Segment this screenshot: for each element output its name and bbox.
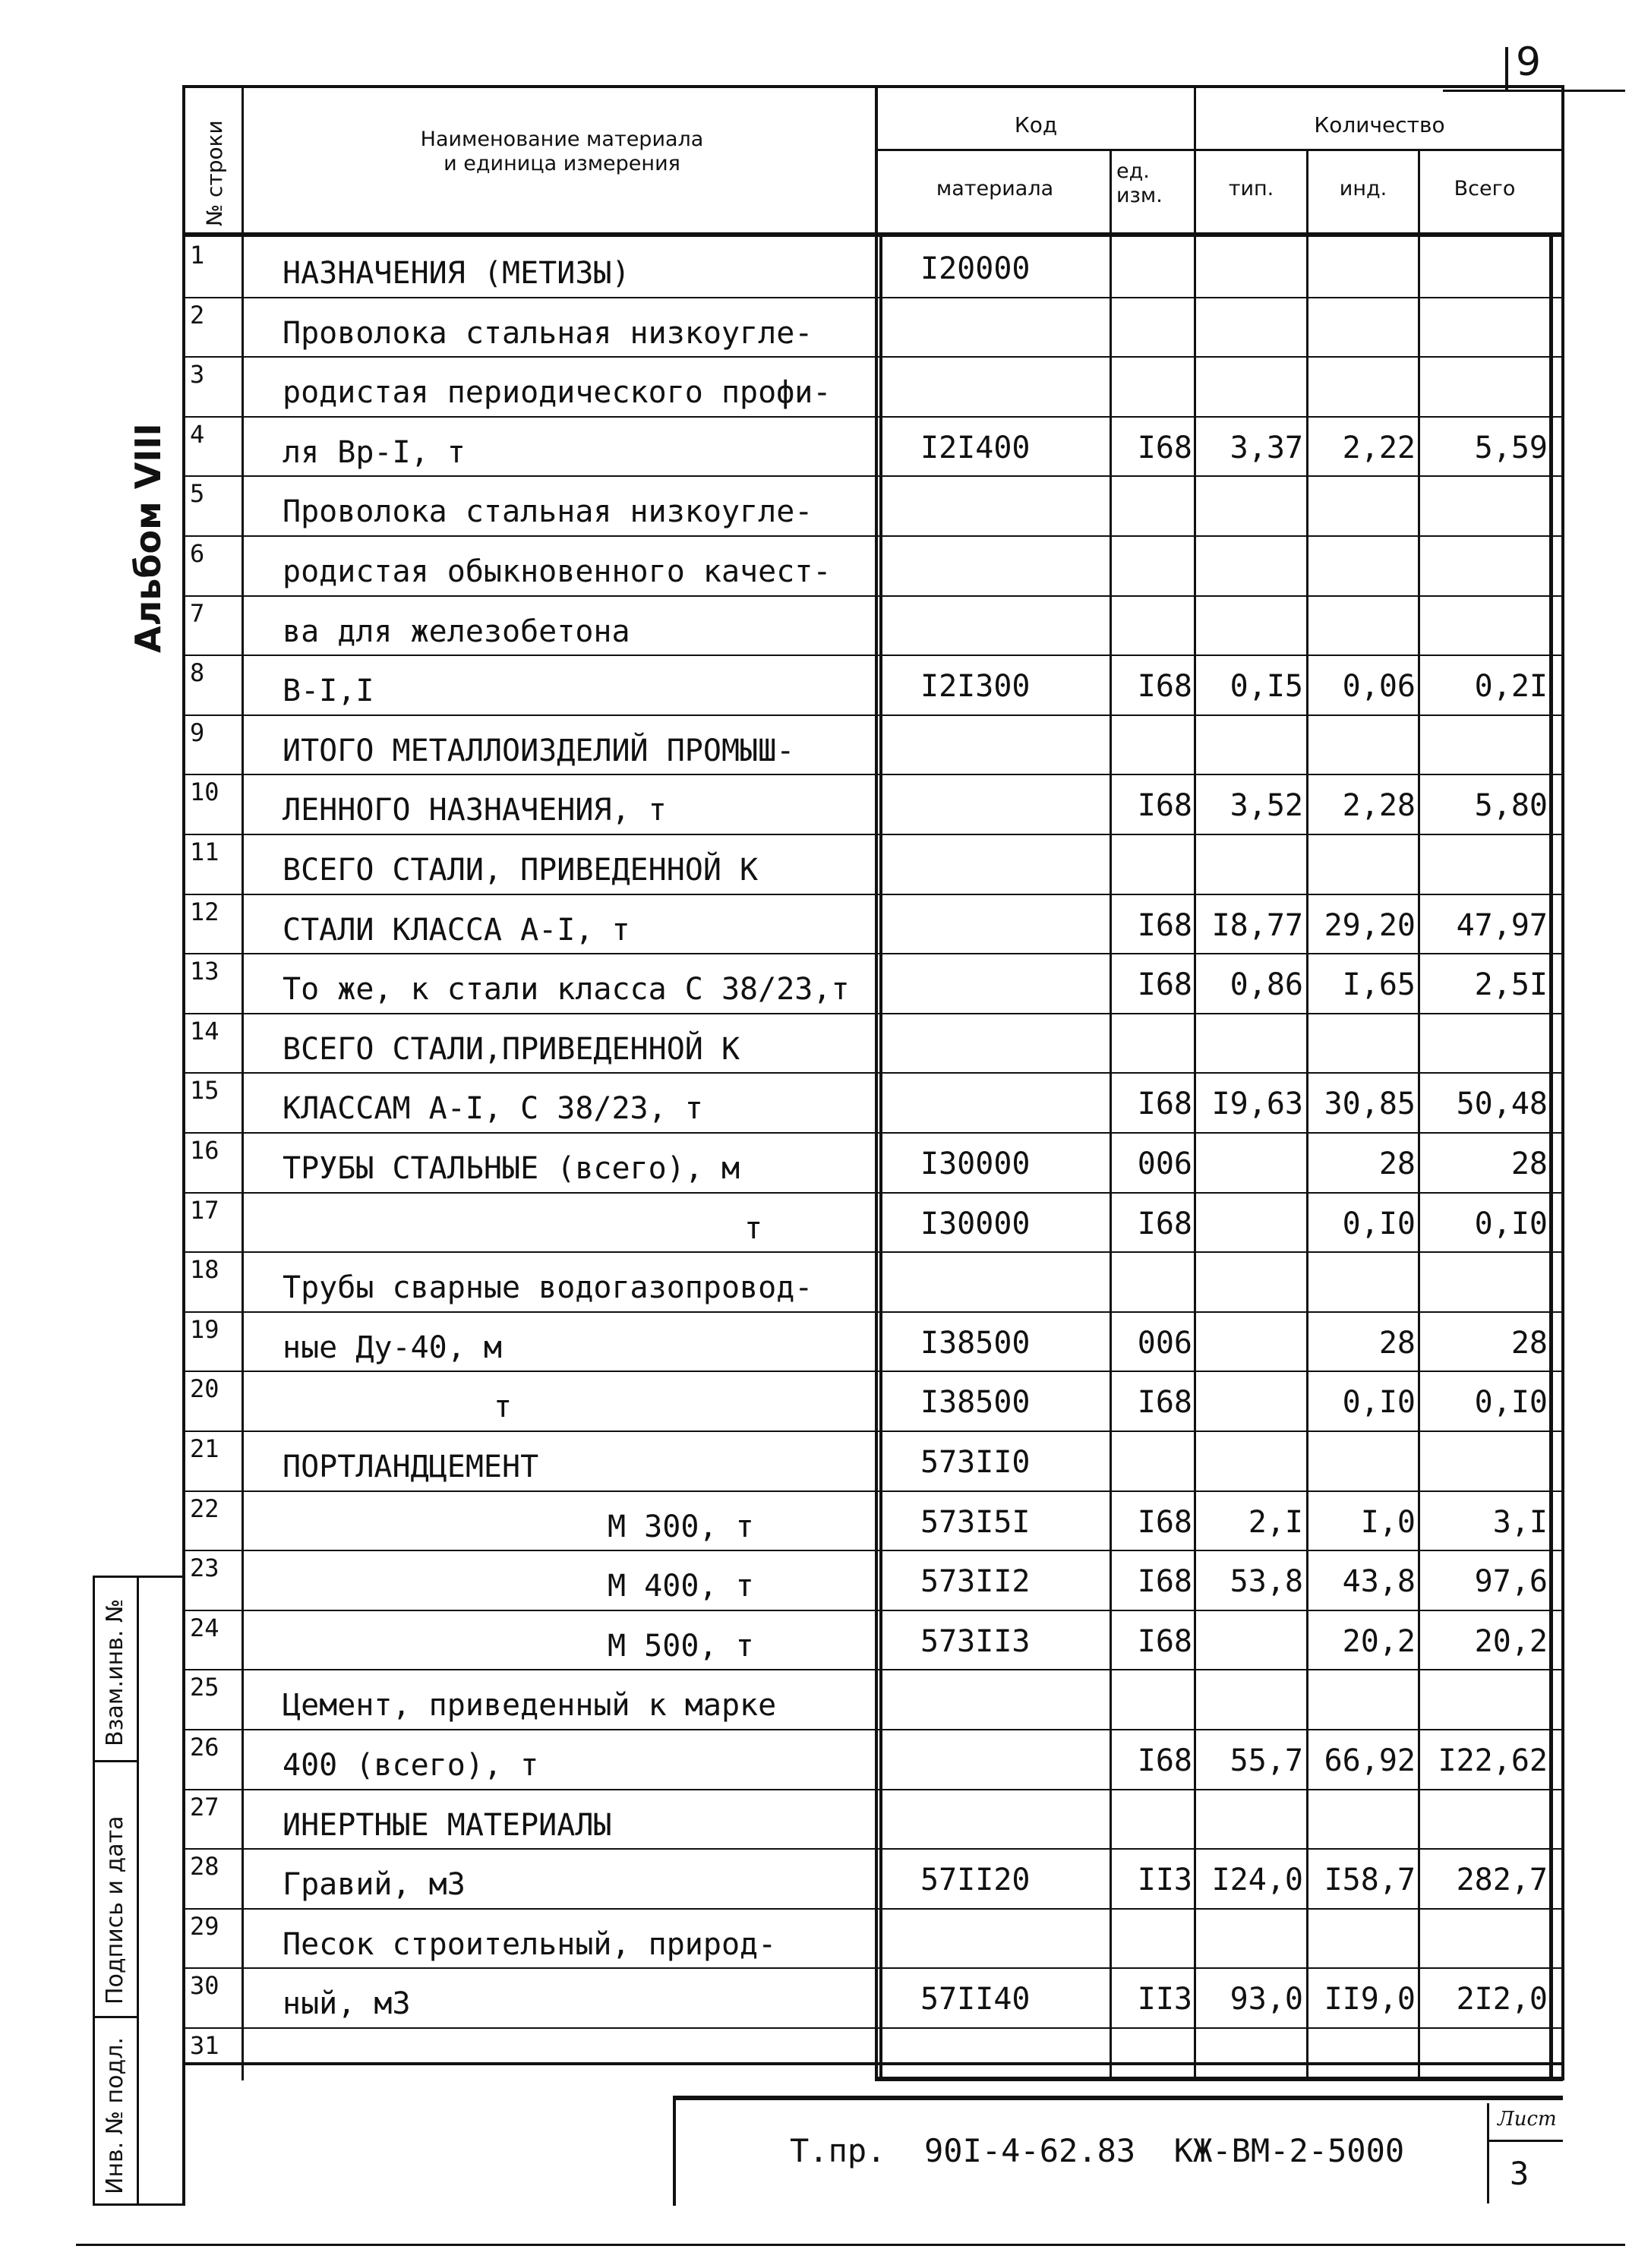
cell-unit: 006: [1137, 1147, 1192, 1181]
row-number: 27: [190, 1793, 219, 1822]
row-number: 15: [190, 1076, 219, 1105]
row-number: 1: [190, 241, 205, 270]
cell-typ: 53,8: [1230, 1564, 1303, 1599]
cell-typ: 3,52: [1230, 788, 1303, 823]
material-name: ва для железобетона: [283, 614, 630, 649]
material-name: ПОРТЛАНДЦЕМЕНТ: [283, 1449, 539, 1484]
stamp-signature-date: Подпись и дата: [102, 1815, 128, 2005]
material-name: То же, к стали класса С 38/23,т: [283, 972, 850, 1007]
material-name: М 400, т: [608, 1569, 754, 1604]
cell-total: 2,5I: [1474, 967, 1548, 1002]
page-number-underline: [1443, 90, 1625, 92]
cell-total: 2I2,0: [1456, 1982, 1548, 2017]
row-number: 28: [190, 1852, 219, 1881]
cell-unit: I68: [1137, 1087, 1192, 1121]
row-number: 26: [190, 1733, 219, 1762]
row-number: 13: [190, 957, 219, 986]
material-name: Проволока стальная низкоугле-: [283, 494, 813, 529]
cell-ind: 20,2: [1342, 1624, 1416, 1659]
cell-ind: 2,28: [1342, 788, 1416, 823]
stamp-replacement-inv: Взам.инв. №: [102, 1598, 128, 1746]
cell-unit: I68: [1137, 967, 1192, 1002]
cell-code: I30000: [920, 1207, 1031, 1241]
material-name: ВСЕГО СТАЛИ, ПРИВЕДЕННОЙ К: [283, 853, 759, 888]
material-name: ИНЕРТНЫЕ МАТЕРИАЛЫ: [283, 1808, 612, 1843]
cell-typ: 0,86: [1230, 967, 1303, 1002]
cell-unit: I68: [1137, 1564, 1192, 1599]
material-name: НАЗНАЧЕНИЯ (МЕТИЗЫ): [283, 256, 630, 291]
row-number: 31: [190, 2031, 219, 2060]
cell-unit: I68: [1137, 908, 1192, 943]
cell-ind: 43,8: [1342, 1564, 1416, 1599]
cell-ind: 29,20: [1324, 908, 1416, 943]
material-name: М 300, т: [608, 1509, 754, 1544]
material-name: ВСЕГО СТАЛИ,ПРИВЕДЕННОЙ К: [283, 1032, 740, 1067]
cell-ind: 0,I0: [1342, 1207, 1416, 1241]
cell-ind: 28: [1378, 1326, 1416, 1361]
material-name: М 500, т: [608, 1629, 754, 1664]
cell-ind: 30,85: [1324, 1087, 1416, 1121]
cell-total: 282,7: [1456, 1863, 1548, 1897]
cell-code: I20000: [920, 251, 1031, 286]
cell-ind: I,65: [1342, 967, 1416, 1002]
cell-unit: I68: [1137, 788, 1192, 823]
cell-ind: II9,0: [1324, 1982, 1416, 2017]
cell-total: 28: [1510, 1147, 1548, 1181]
row-number: 10: [190, 778, 219, 806]
page-number: 9: [1516, 39, 1542, 85]
cell-typ: 2,I: [1248, 1505, 1303, 1540]
cell-unit: I68: [1137, 1624, 1192, 1659]
material-name: ТРУБЫ СТАЛЬНЫЕ (всего), м: [283, 1151, 740, 1186]
cell-unit: I68: [1137, 1505, 1192, 1540]
material-name: ИТОГО МЕТАЛЛОИЗДЕЛИЙ ПРОМЫШ-: [283, 733, 795, 768]
cell-ind: I,0: [1360, 1505, 1416, 1540]
cell-code: 573II2: [920, 1564, 1031, 1599]
cell-unit: I68: [1137, 1385, 1192, 1420]
cell-code: 57II40: [920, 1982, 1031, 2017]
row-number: 8: [190, 658, 205, 687]
material-name: Трубы сварные водогазопровод-: [283, 1270, 813, 1305]
row-number: 20: [190, 1374, 219, 1403]
row-number: 3: [190, 360, 205, 389]
cell-code: I2I400: [920, 431, 1031, 465]
material-name: т: [494, 1390, 513, 1424]
cell-unit: I68: [1137, 1207, 1192, 1241]
page-number-tick: [1505, 47, 1508, 90]
header-qty-total: Всего: [1454, 177, 1516, 200]
cell-ind: 0,06: [1342, 669, 1416, 704]
row-number: 25: [190, 1673, 219, 1702]
row-number: 9: [190, 718, 205, 747]
material-name: КЛАССАМ А-I, С 38/23, т: [283, 1091, 703, 1126]
row-number: 4: [190, 420, 205, 449]
cell-ind: 0,I0: [1342, 1385, 1416, 1420]
material-name: В-I,I: [283, 673, 374, 708]
cell-ind: 28: [1378, 1147, 1416, 1181]
row-number: 14: [190, 1017, 219, 1046]
header-quantity: Количество: [1314, 112, 1445, 137]
header-name: Наименование материала и единица измерения: [420, 128, 704, 176]
row-number: 24: [190, 1613, 219, 1642]
header-qty-ind: инд.: [1339, 177, 1387, 200]
row-number: 17: [190, 1196, 219, 1225]
album-label: Альбом VIII: [128, 423, 169, 653]
header-row-no: № строки: [202, 120, 227, 226]
material-name: ЛЕННОГО НАЗНАЧЕНИЯ, т: [283, 793, 667, 828]
cell-unit: II3: [1137, 1982, 1192, 2017]
cell-total: 0,2I: [1474, 669, 1548, 704]
header-qty-typ: тип.: [1228, 177, 1274, 200]
cell-unit: I68: [1137, 1743, 1192, 1778]
material-name: родистая периодического профи-: [283, 375, 832, 410]
cell-typ: 55,7: [1230, 1743, 1303, 1778]
material-name: т: [744, 1211, 763, 1246]
material-name: ный, м3: [283, 1986, 411, 2021]
row-number: 16: [190, 1136, 219, 1165]
cell-code: I2I300: [920, 669, 1031, 704]
cell-total: 5,59: [1474, 431, 1548, 465]
cell-unit: 006: [1137, 1326, 1192, 1361]
cell-code: 573II0: [920, 1445, 1031, 1480]
cell-code: 57II20: [920, 1863, 1031, 1897]
row-number: 21: [190, 1434, 219, 1463]
row-number: 2: [190, 301, 205, 330]
cell-typ: I9,63: [1211, 1087, 1303, 1121]
cell-total: 20,2: [1474, 1624, 1548, 1659]
material-name: 400 (всего), т: [283, 1748, 539, 1783]
cell-code: 573II3: [920, 1624, 1031, 1659]
cell-total: 0,I0: [1474, 1207, 1548, 1241]
header-code-material: материала: [936, 177, 1054, 200]
material-name: СТАЛИ КЛАССА А-I, т: [283, 913, 630, 948]
cell-typ: I24,0: [1211, 1863, 1303, 1897]
row-number: 5: [190, 479, 205, 508]
row-number: 12: [190, 897, 219, 926]
cell-code: I38500: [920, 1326, 1031, 1361]
cell-ind: I58,7: [1324, 1863, 1416, 1897]
material-name: Песок строительный, природ-: [283, 1927, 777, 1962]
cell-total: 5,80: [1474, 788, 1548, 823]
cell-unit: I68: [1137, 669, 1192, 704]
cell-total: I22,62: [1438, 1743, 1548, 1778]
row-number: 29: [190, 1912, 219, 1941]
row-number: 30: [190, 1971, 219, 2000]
cell-code: I38500: [920, 1385, 1031, 1420]
row-number: 7: [190, 599, 205, 628]
cell-code: 573I5I: [920, 1505, 1031, 1540]
cell-typ: I8,77: [1211, 908, 1303, 943]
cell-total: 47,97: [1456, 908, 1548, 943]
document-code: Т.пр. 90I-4-62.83 КЖ-ВМ-2-5000: [790, 2132, 1405, 2169]
cell-total: 97,6: [1474, 1564, 1548, 1599]
header-code-unit: ед. изм.: [1116, 159, 1163, 208]
cell-total: 0,I0: [1474, 1385, 1548, 1420]
cell-typ: 93,0: [1230, 1982, 1303, 2017]
sheet-label: Лист: [1498, 2108, 1557, 2131]
material-name: Проволока стальная низкоугле-: [283, 316, 813, 351]
header-code: Код: [1014, 112, 1058, 137]
cell-total: 3,I: [1492, 1505, 1548, 1540]
cell-total: 28: [1510, 1326, 1548, 1361]
row-number: 23: [190, 1554, 219, 1582]
stamp-original-inv: Инв. № подл.: [102, 2037, 128, 2194]
material-name: ля Вр-I, т: [283, 435, 466, 470]
material-name: Цемент, приведенный к марке: [283, 1688, 777, 1723]
row-number: 19: [190, 1315, 219, 1344]
material-name: ные Ду-40, м: [283, 1330, 502, 1365]
cell-typ: 0,I5: [1230, 669, 1303, 704]
cell-code: I30000: [920, 1147, 1031, 1181]
row-number: 22: [190, 1494, 219, 1523]
cell-total: 50,48: [1456, 1087, 1548, 1121]
material-name: родистая обыкновенного качест-: [283, 554, 832, 589]
row-number: 6: [190, 539, 205, 568]
bottom-rule: [76, 2244, 1625, 2246]
cell-typ: 3,37: [1230, 431, 1303, 465]
material-name: Гравий, м3: [283, 1867, 466, 1902]
sheet-number: 3: [1510, 2155, 1529, 2192]
cell-unit: II3: [1137, 1863, 1192, 1897]
cell-ind: 66,92: [1324, 1743, 1416, 1778]
col-line-code: [875, 85, 878, 2080]
row-number: 11: [190, 837, 219, 866]
cell-unit: I68: [1137, 431, 1192, 465]
row-number: 18: [190, 1255, 219, 1284]
cell-ind: 2,22: [1342, 431, 1416, 465]
